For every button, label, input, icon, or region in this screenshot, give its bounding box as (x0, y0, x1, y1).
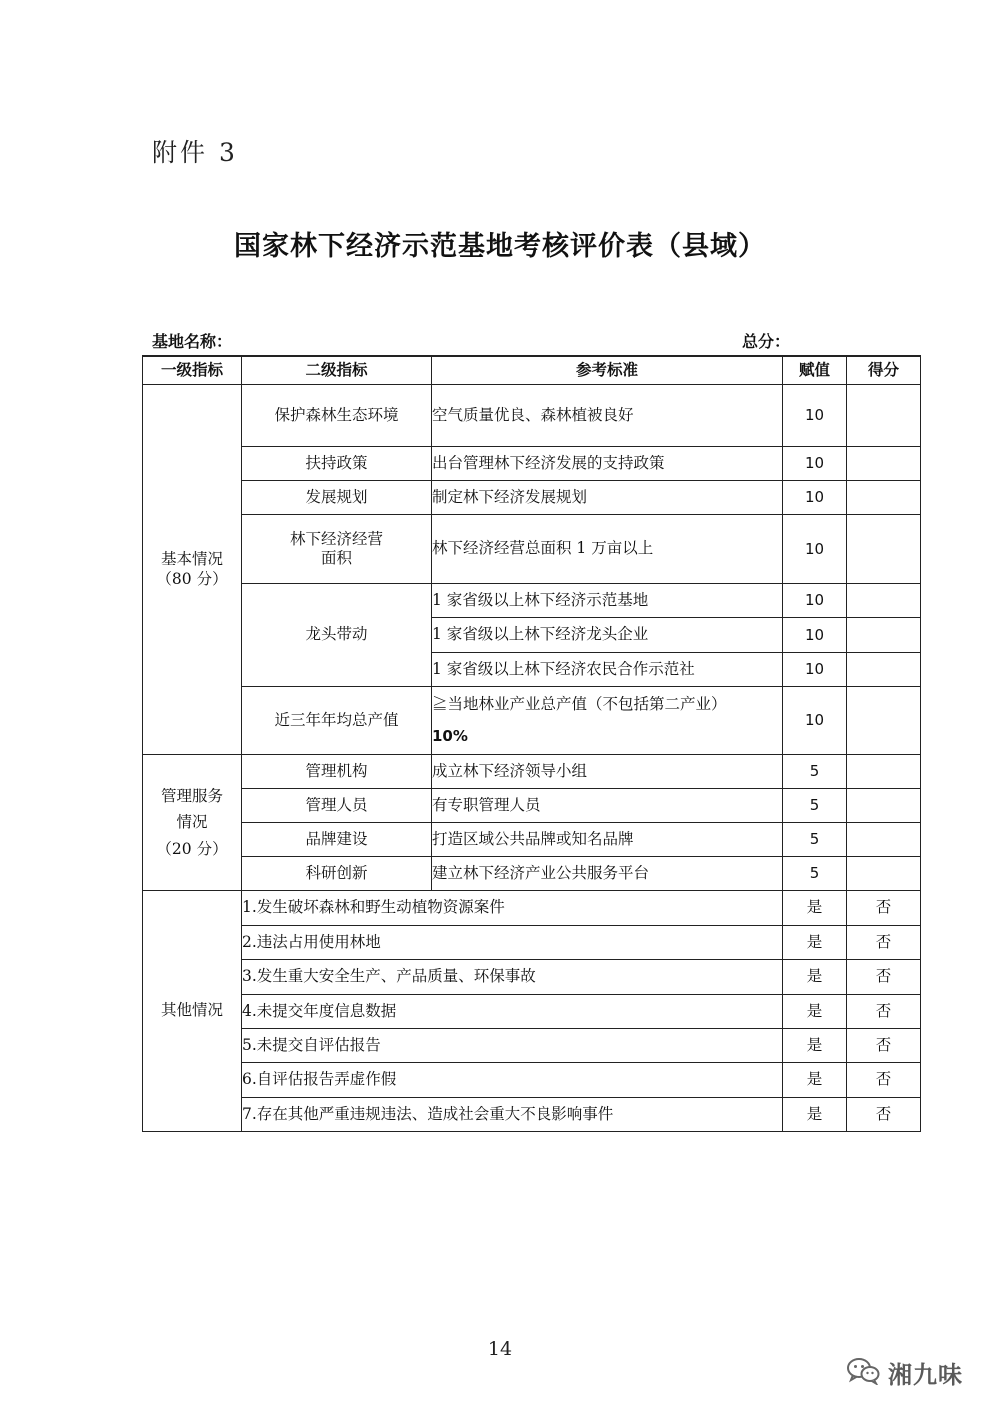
table-row (143, 857, 921, 891)
yes-option[interactable]: 是 (783, 1029, 847, 1063)
score-cell[interactable] (847, 857, 921, 891)
value-cell: 10 (783, 653, 847, 687)
indicator-cell: 龙头带动 (242, 584, 432, 687)
value-cell: 10 (783, 481, 847, 515)
wechat-icon (846, 1357, 880, 1389)
score-cell[interactable] (847, 755, 921, 789)
value-cell: 5 (783, 857, 847, 891)
category-management-points: （20 分） (156, 839, 228, 858)
indicator-cell: 管理人员 (242, 789, 432, 823)
category-management (143, 755, 242, 891)
score-cell[interactable] (847, 653, 921, 687)
other-item: 2.违法占用使用林地 (242, 926, 783, 960)
value-cell: 10 (783, 584, 847, 618)
standard-cell: 林下经济经营总面积 1 万亩以上 (432, 515, 783, 584)
category-management-name: 情况 (176, 813, 208, 832)
category-other: 其他情况 (143, 891, 242, 1132)
watermark (846, 1355, 963, 1390)
score-cell[interactable] (847, 789, 921, 823)
score-cell[interactable] (847, 823, 921, 857)
header-level1: 一级指标 (143, 356, 242, 385)
table-row (143, 995, 921, 1029)
indicator-cell: 管理机构 (242, 755, 432, 789)
yes-option[interactable]: 是 (783, 1063, 847, 1098)
indicator-line: 面积 (320, 549, 352, 567)
table-row (143, 789, 921, 823)
other-item: 7.存在其他严重违规违法、造成社会重大不良影响事件 (242, 1098, 783, 1132)
value-cell: 5 (783, 789, 847, 823)
standard-line: 10% (432, 726, 468, 745)
header-score: 得分 (847, 356, 921, 385)
attachment-label: 附件 3 (152, 138, 238, 167)
yes-option[interactable]: 是 (783, 960, 847, 995)
total-score-label: 总分： (742, 332, 791, 351)
category-management-name: 管理服务 (160, 786, 223, 805)
standard-cell: 出台管理林下经济发展的支持政策 (432, 447, 783, 481)
watermark-text: 湘九味 (888, 1361, 963, 1389)
value-cell: 10 (783, 618, 847, 653)
category-basic-name: 基本情况 (160, 550, 223, 569)
value-cell: 5 (783, 823, 847, 857)
table-row (143, 960, 921, 995)
standard-cell: 空气质量优良、森林植被良好 (432, 385, 783, 447)
value-cell: 10 (783, 447, 847, 481)
standard-cell: 1 家省级以上林下经济农民合作示范社 (432, 653, 783, 687)
header-standard: 参考标准 (432, 356, 783, 385)
indicator-line: 林下经济经营 (289, 529, 383, 548)
standard-cell: 1 家省级以上林下经济示范基地 (432, 584, 783, 618)
score-cell[interactable] (847, 584, 921, 618)
no-option[interactable]: 否 (847, 891, 921, 926)
other-item: 1.发生破坏森林和野生动植物资源案件 (242, 891, 783, 926)
score-cell[interactable] (847, 515, 921, 584)
standard-cell: 制定林下经济发展规划 (432, 481, 783, 515)
header-level2: 二级指标 (242, 356, 432, 385)
no-option[interactable]: 否 (847, 1098, 921, 1132)
score-cell[interactable] (847, 447, 921, 481)
yes-option[interactable]: 是 (783, 995, 847, 1029)
no-option[interactable]: 否 (847, 1029, 921, 1063)
table-row (143, 385, 921, 447)
other-item: 4.未提交年度信息数据 (242, 995, 783, 1029)
category-basic-points: （80 分） (156, 569, 228, 588)
other-item: 5.未提交自评估报告 (242, 1029, 783, 1063)
table-row (143, 515, 921, 584)
standard-cell: 打造区域公共品牌或知名品牌 (432, 823, 783, 857)
no-option[interactable]: 否 (847, 926, 921, 960)
indicator-cell: 近三年年均总产值 (242, 687, 432, 755)
indicator-cell: 品牌建设 (242, 823, 432, 857)
value-cell: 5 (783, 755, 847, 789)
other-item: 6.自评估报告弄虚作假 (242, 1063, 783, 1098)
table-row (143, 481, 921, 515)
table-row (143, 823, 921, 857)
value-cell: 10 (783, 515, 847, 584)
table-row (143, 926, 921, 960)
indicator-cell: 扶持政策 (242, 447, 432, 481)
document-title: 国家林下经济示范基地考核评价表（县域） (234, 231, 766, 262)
indicator-cell: 保护森林生态环境 (242, 385, 432, 447)
page-number: 14 (487, 1338, 513, 1360)
table-row (143, 891, 921, 926)
standard-cell: 成立林下经济领导小组 (432, 755, 783, 789)
table-row (143, 687, 921, 755)
no-option[interactable]: 否 (847, 995, 921, 1029)
indicator-cell (242, 515, 432, 584)
score-cell[interactable] (847, 618, 921, 653)
base-name-label: 基地名称： (152, 332, 233, 351)
table-row (143, 447, 921, 481)
value-cell: 10 (783, 385, 847, 447)
standard-cell: 1 家省级以上林下经济龙头企业 (432, 618, 783, 653)
standard-line: ≧当地林业产业总产值（不包括第二产业） (432, 695, 727, 714)
standard-cell: 建立林下经济产业公共服务平台 (432, 857, 783, 891)
value-cell: 10 (783, 687, 847, 755)
score-cell[interactable] (847, 385, 921, 447)
indicator-cell: 科研创新 (242, 857, 432, 891)
evaluation-table (142, 355, 921, 1132)
table-header-row (143, 356, 921, 385)
table-row (143, 755, 921, 789)
standard-cell (432, 687, 783, 755)
category-basic (143, 385, 242, 755)
score-cell[interactable] (847, 687, 921, 755)
no-option[interactable]: 否 (847, 960, 921, 995)
standard-cell: 有专职管理人员 (432, 789, 783, 823)
table-row (143, 1063, 921, 1098)
other-item: 3.发生重大安全生产、产品质量、环保事故 (242, 960, 783, 995)
score-cell[interactable] (847, 481, 921, 515)
table-row (143, 1029, 921, 1063)
yes-option[interactable]: 是 (783, 1098, 847, 1132)
header-value: 赋值 (783, 356, 847, 385)
yes-option[interactable]: 是 (783, 891, 847, 926)
no-option[interactable]: 否 (847, 1063, 921, 1098)
indicator-cell: 发展规划 (242, 481, 432, 515)
table-row (143, 584, 921, 618)
table-row (143, 1098, 921, 1132)
yes-option[interactable]: 是 (783, 926, 847, 960)
